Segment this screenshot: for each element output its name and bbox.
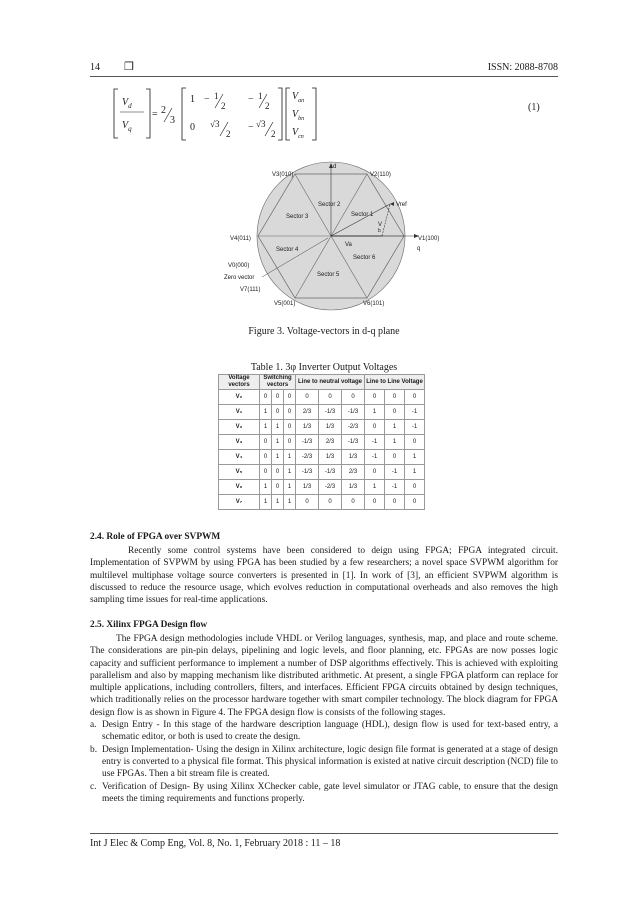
cell-voltage-vector: V₁ <box>219 405 260 420</box>
inverter-voltage-table <box>218 374 425 510</box>
cell-line-line: 1 <box>405 450 425 465</box>
cell-line-neutral: 1/3 <box>342 450 365 465</box>
table-row <box>219 480 425 495</box>
list-item-text: Design Entry - In this stage of the hardware description language (HDL), design flow is used for text-based entry, a schematic editor, or both is used to create the design. <box>102 720 558 743</box>
cell-line-line: -1 <box>405 420 425 435</box>
label-vb-sub: b <box>378 228 381 234</box>
list-item <box>90 719 558 744</box>
label-sector-3: Sector 3 <box>286 214 309 220</box>
table-row <box>219 465 425 480</box>
section-2-5-paragraph: The FPGA design methodologies include VHDL or Verilog languages, synthesis, map, and place and route scheme. The considerations are pin-pin delays, pipelining and logic levels, and floor planning, etc. FPGAs are now posses logic capacity and sufficient performance to implement a number of DSP algorithms effectively. This is achieved with exploiting parallelism and also by mapping mechanism like distributed arithmetic. At present, a single FPGA platform can replace for multiple applications, including controllers, filters, and interfaces. Efficient FPGA circuits obtained by design techniques, which traditionally relies on the processor hardware together with smart compiler technology. The block diagram for FPGA design flow is as shown in Figure 4. The FPGA design flow is consists of the following stages. <box>90 634 558 718</box>
label-v1: V1(100) <box>418 236 440 242</box>
section-2-4-heading: 2.4. Role of FPGA over SVPWM <box>90 532 221 542</box>
list-marker: c. <box>90 781 97 792</box>
rhs-bracket-right <box>312 88 316 140</box>
m12-sign: − <box>204 94 210 105</box>
cell-line-line: 0 <box>365 390 385 405</box>
m21: 0 <box>190 122 195 133</box>
cell-switching: 1 <box>260 480 272 495</box>
list-marker: a. <box>90 720 97 731</box>
table-row <box>219 405 425 420</box>
th-voltage-vectors: Voltage vectors <box>219 375 260 390</box>
label-v2: V2(110) <box>370 172 391 178</box>
cell-switching: 0 <box>284 435 296 450</box>
cell-switching: 1 <box>284 465 296 480</box>
cell-line-neutral: 1/3 <box>296 480 319 495</box>
m12-num: 1 <box>214 91 219 101</box>
equation-1 <box>112 86 352 144</box>
matrix-bracket-left <box>182 88 186 140</box>
cell-line-line: 1 <box>385 420 405 435</box>
section-2-4-body <box>90 545 558 606</box>
cell-line-neutral: 0 <box>319 495 342 510</box>
cell-line-neutral: 1/3 <box>342 480 365 495</box>
cell-line-line: 0 <box>385 390 405 405</box>
cell-line-neutral: -2/3 <box>296 450 319 465</box>
label-sector-1: Sector 1 <box>351 212 374 218</box>
list-item-text: Design Implementation- Using the design in Xilinx architecture, logic design file format is generated at a stage of design entry is converted to a physical file format. This physical information is existed at native circuit description (NCD) file to use FPGAs. Then a bit stream file is created. <box>102 744 558 780</box>
header-box-glyph: ❒ <box>124 61 134 73</box>
label-sector-6: Sector 6 <box>353 255 376 261</box>
table-row <box>219 495 425 510</box>
cell-line-neutral: 1/3 <box>319 450 342 465</box>
m13-sign: − <box>248 94 254 105</box>
m11: 1 <box>190 94 195 105</box>
label-va: Va <box>345 242 352 248</box>
cell-line-line: 0 <box>405 435 425 450</box>
cell-line-line: 0 <box>385 450 405 465</box>
cell-line-neutral: -2/3 <box>319 480 342 495</box>
cell-switching: 0 <box>272 465 284 480</box>
m22-den: 2 <box>226 129 231 139</box>
lhs-bracket-left <box>114 89 118 138</box>
cell-switching: 0 <box>284 390 296 405</box>
cell-switching: 1 <box>260 420 272 435</box>
cell-switching: 0 <box>272 405 284 420</box>
label-sector-2: Sector 2 <box>318 202 341 208</box>
coef-numerator: 2 <box>161 105 166 116</box>
m13-num: 1 <box>258 91 263 101</box>
cell-line-neutral: 1/3 <box>319 420 342 435</box>
th-line-to-neutral: Line to neutral voltage <box>296 375 365 390</box>
cell-line-line: 1 <box>365 480 385 495</box>
label-q: q <box>417 246 421 252</box>
footer-citation: Int J Elec & Comp Eng, Vol. 8, No. 1, February 2018 : 11 – 18 <box>90 838 341 849</box>
label-sector-4: Sector 4 <box>276 247 299 253</box>
cell-line-neutral: -1/3 <box>296 435 319 450</box>
cell-voltage-vector: V₀ <box>219 390 260 405</box>
cell-line-line: 0 <box>405 495 425 510</box>
cell-line-line: -1 <box>385 480 405 495</box>
cell-switching: 0 <box>260 450 272 465</box>
cell-line-neutral: -1/3 <box>319 405 342 420</box>
m23-sign: − <box>248 122 254 133</box>
cell-voltage-vector: V₃ <box>219 435 260 450</box>
cell-switching: 0 <box>260 390 272 405</box>
cell-line-neutral: 0 <box>296 495 319 510</box>
cell-line-line: 0 <box>405 390 425 405</box>
m23-den: 2 <box>271 129 276 139</box>
matrix-bracket-right <box>278 88 282 140</box>
label-v6: V6(101) <box>363 301 385 307</box>
cell-line-line: -1 <box>365 435 385 450</box>
table-row <box>219 450 425 465</box>
cell-line-neutral: -1/3 <box>296 465 319 480</box>
figure-3-hexagon <box>200 152 462 314</box>
cell-line-neutral: 0 <box>342 390 365 405</box>
label-vb: V <box>378 222 383 228</box>
cell-line-neutral: -1/3 <box>319 465 342 480</box>
cell-line-line: -1 <box>385 465 405 480</box>
cell-line-line: 0 <box>385 405 405 420</box>
table-row <box>219 435 425 450</box>
footer-rule <box>90 833 558 834</box>
page-number: 14 <box>90 62 100 73</box>
cell-switching: 1 <box>284 450 296 465</box>
label-vref: Vref <box>396 202 407 208</box>
cell-switching: 1 <box>272 420 284 435</box>
cell-voltage-vector: V₅ <box>219 465 260 480</box>
cell-voltage-vector: V₇ <box>219 495 260 510</box>
equation-number: (1) <box>528 102 540 113</box>
cell-switching: 0 <box>272 480 284 495</box>
th-line-to-line: Line to Line Voltage <box>365 375 425 390</box>
cell-line-neutral: -1/3 <box>342 435 365 450</box>
label-v3: V3(010) <box>272 172 294 178</box>
m12-den: 2 <box>221 101 226 111</box>
table-1-caption: Table 1. 3φ Inverter Output Voltages <box>250 362 398 373</box>
cell-line-line: 0 <box>365 420 385 435</box>
list-item <box>90 744 558 781</box>
cell-line-neutral: 0 <box>319 390 342 405</box>
label-v7: V7(111) <box>240 287 261 293</box>
list-item-text: Verification of Design- By using Xilinx XChecker cable, gate level simulator or JTAG cable, to ensure that the design meets the timing requirements and functions properly. <box>102 781 558 804</box>
cell-switching: 1 <box>272 435 284 450</box>
m23-num: √3 <box>256 119 266 129</box>
lhs-vd: $V_d$ <box>122 97 132 110</box>
cell-switching: 1 <box>272 495 284 510</box>
cell-line-line: 0 <box>405 480 425 495</box>
coef-denominator: 3 <box>170 115 175 126</box>
cell-switching: 0 <box>284 420 296 435</box>
list-marker: b. <box>90 744 98 755</box>
cell-switching: 0 <box>284 405 296 420</box>
cell-switching: 1 <box>284 495 296 510</box>
cell-line-neutral: 2/3 <box>319 435 342 450</box>
cell-line-neutral: -2/3 <box>342 420 365 435</box>
label-v0: V0(000) <box>228 263 250 269</box>
list-item <box>90 781 558 806</box>
th-switching-vectors: Switching vectors <box>260 375 296 390</box>
lhs-bracket-right <box>146 89 150 138</box>
label-v5: V5(001) <box>274 301 296 307</box>
cell-line-neutral: 2/3 <box>296 405 319 420</box>
cell-switching: 1 <box>284 480 296 495</box>
cell-voltage-vector: V₄ <box>219 450 260 465</box>
rhs-vbn: $V_{bn}$ <box>292 109 305 122</box>
equals-sign: = <box>152 109 158 120</box>
label-d: d <box>333 164 337 170</box>
section-2-5-heading: 2.5. Xilinx FPGA Design flow <box>90 620 208 630</box>
cell-line-line: 1 <box>365 405 385 420</box>
cell-line-line: 0 <box>365 495 385 510</box>
cell-switching: 0 <box>260 435 272 450</box>
cell-switching: 0 <box>260 465 272 480</box>
cell-switching: 1 <box>260 405 272 420</box>
cell-voltage-vector: V₆ <box>219 480 260 495</box>
cell-switching: 1 <box>272 450 284 465</box>
cell-line-neutral: -1/3 <box>342 405 365 420</box>
m22-num: √3 <box>210 119 220 129</box>
rhs-bracket-left <box>286 88 290 140</box>
cell-line-line: -1 <box>405 405 425 420</box>
cell-line-line: 0 <box>365 465 385 480</box>
cell-line-neutral: 0 <box>342 495 365 510</box>
table-body <box>219 390 425 510</box>
cell-line-line: 1 <box>405 465 425 480</box>
design-flow-list <box>90 719 558 805</box>
cell-line-line: -1 <box>365 450 385 465</box>
cell-line-neutral: 2/3 <box>342 465 365 480</box>
rhs-van: $V_{an}$ <box>292 91 305 104</box>
header-issn: ISSN: 2088-8708 <box>487 62 558 73</box>
m13-den: 2 <box>265 101 270 111</box>
cell-line-line: 1 <box>385 435 405 450</box>
cell-switching: 0 <box>272 390 284 405</box>
label-zero-vector: Zero vector <box>224 275 255 281</box>
section-2-4-paragraph: Recently some control systems have been considered to deign using FPGA; FPGA integrated circuit. Implementation of SVPWM by using FPGA has been studied by a few researchers; a novel space SVPWM algorithm for multilevel multiphase voltage source converters is presented in [1]. In work of [3], an efficient SVPWM algorithm is discussed to reduce the resource usage, which evolves reduction in computational overheads and also removes the high sampling time issues for real-time applications. <box>90 546 558 606</box>
table-row <box>219 420 425 435</box>
lhs-vq: $V_q$ <box>122 120 132 133</box>
figure-3-caption: Figure 3. Voltage-vectors in d-q plane <box>248 326 400 337</box>
cell-voltage-vector: V₂ <box>219 420 260 435</box>
cell-switching: 1 <box>260 495 272 510</box>
header-rule <box>90 76 558 77</box>
label-sector-5: Sector 5 <box>317 272 340 278</box>
cell-line-neutral: 1/3 <box>296 420 319 435</box>
rhs-vcn: $V_{cn}$ <box>292 127 304 140</box>
table-row <box>219 390 425 405</box>
cell-line-line: 0 <box>385 495 405 510</box>
label-v4: V4(011) <box>230 236 251 242</box>
cell-line-neutral: 0 <box>296 390 319 405</box>
section-2-5-body <box>90 633 558 805</box>
